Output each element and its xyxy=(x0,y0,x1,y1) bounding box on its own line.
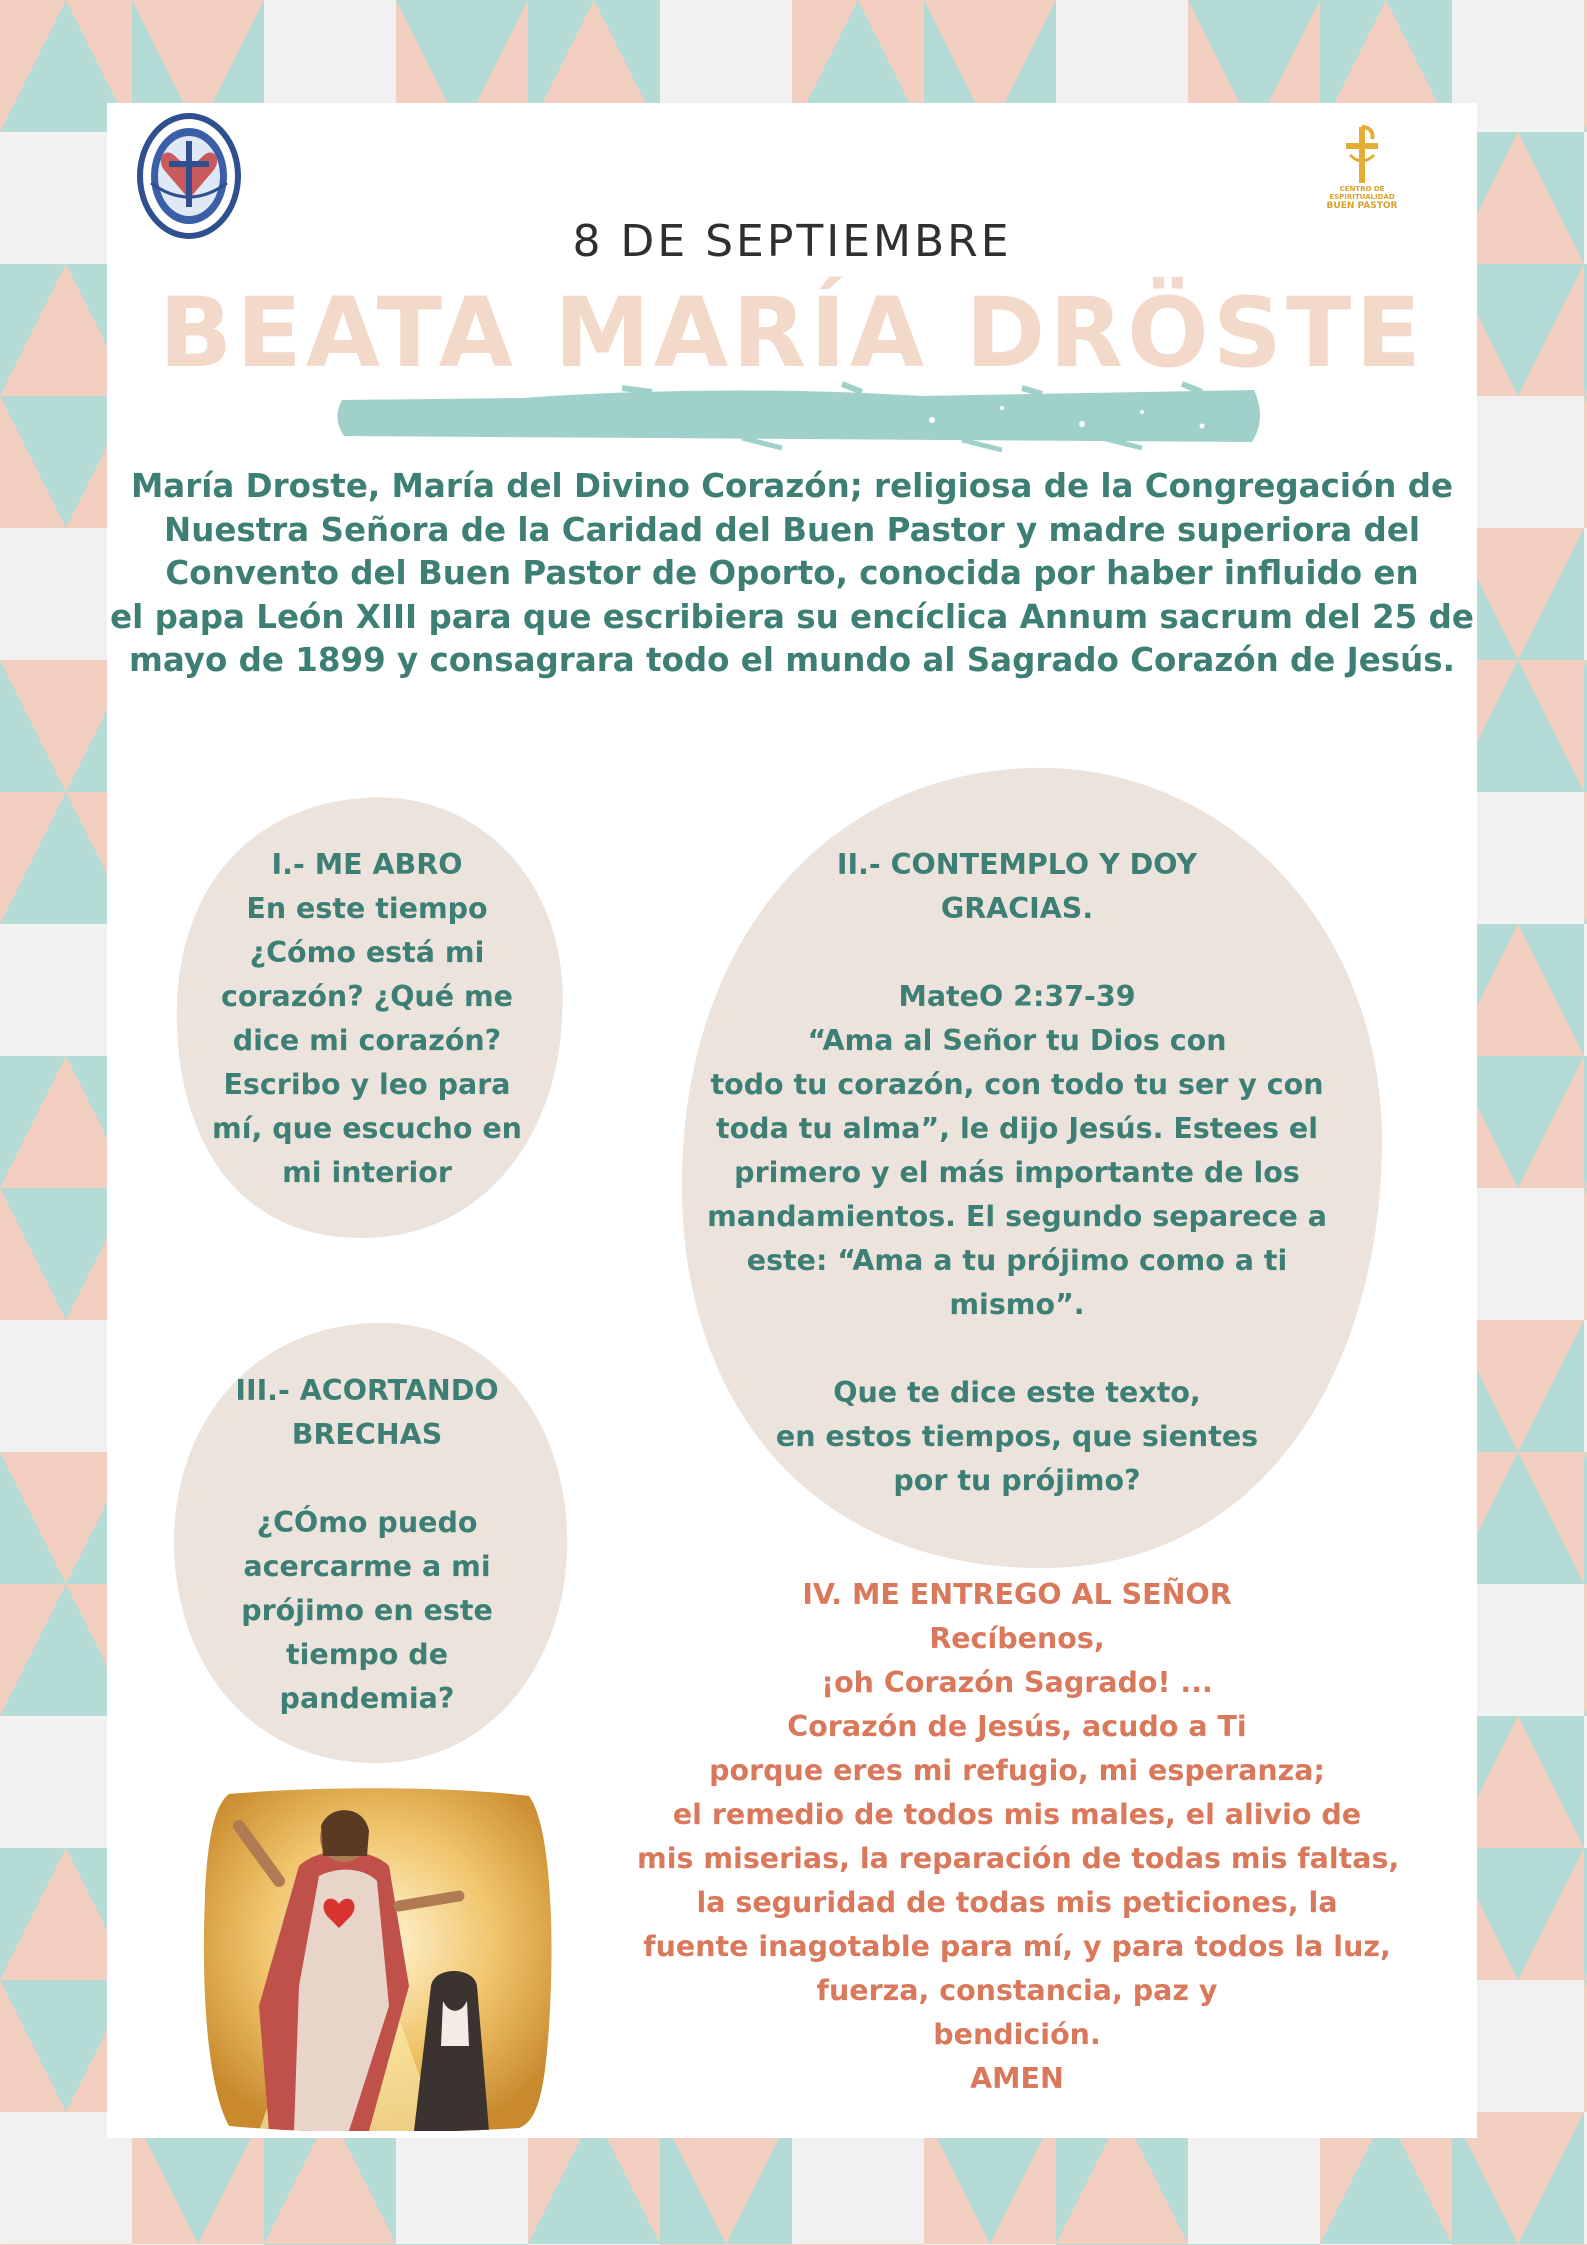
section4-heading: IV. ME ENTREGO AL SEÑOR xyxy=(802,1578,1232,1611)
prayer-line: mis miserias, la reparación de todas mis faltas, xyxy=(637,1842,1400,1875)
section1-line: Escribo y leo para xyxy=(223,1068,511,1101)
intro-line: María Droste, María del Divino Corazón; religiosa de la Congregación de xyxy=(130,467,1454,505)
section1-heading: I.- ME ABRO xyxy=(271,848,463,881)
intro-line: el papa León XIII para que escribiera su encíclica Annum sacrum del 25 de xyxy=(110,597,1474,636)
section2-heading: II.- CONTEMPLO Y DOY xyxy=(836,848,1198,881)
section1-line: En este tiempo xyxy=(246,892,488,925)
intro-line: Convento del Buen Pastor de Oporto, conocida por haber influido en xyxy=(165,554,1419,592)
intro-line: Nuestra Señora de la Caridad del Buen Pastor y madre superiora del xyxy=(164,510,1420,549)
prayer-line: el remedio de todos mis males, el alivio de xyxy=(672,1798,1362,1831)
scripture-reference: MateO 2:37-39 xyxy=(898,980,1136,1013)
prayer-line: fuerza, constancia, paz y xyxy=(816,1974,1218,2007)
section1-line: corazón? ¿Qué me xyxy=(221,980,513,1013)
section1-line: mi interior xyxy=(282,1156,452,1189)
section1-line: mí, que escucho en xyxy=(212,1112,522,1145)
section3-heading: III.- ACORTANDO xyxy=(235,1374,499,1407)
prayer-line: Corazón de Jesús, acudo a Ti xyxy=(787,1710,1247,1743)
section2-heading: GRACIAS. xyxy=(940,892,1094,925)
section-contemplo xyxy=(702,843,1332,1503)
prayer-line: Recíbenos, xyxy=(929,1622,1105,1655)
section3-line: ¿CÓmo puedo xyxy=(256,1506,478,1539)
section3-line: pandemia? xyxy=(279,1682,455,1715)
scripture-line: “Ama al Señor tu Dios con xyxy=(807,1024,1227,1057)
section3-heading: BRECHAS xyxy=(291,1418,443,1451)
section3-line: prójimo en este xyxy=(241,1594,493,1627)
cross-icon xyxy=(1336,123,1388,185)
prayer-line: bendición. xyxy=(933,2018,1101,2051)
feast-date: 8 DE SEPTIEMBRE xyxy=(572,216,1012,267)
section-me-entrego xyxy=(637,1573,1400,2101)
biography-intro xyxy=(107,465,1477,683)
logo-line-1: CENTRO DE xyxy=(1339,185,1385,193)
logo-line-2: ESPIRITUALIDAD xyxy=(1329,193,1395,201)
section1-line: ¿Cómo está mi xyxy=(249,936,485,969)
intro-line: mayo de 1899 y consagrara todo el mundo al Sagrado Corazón de Jesús. xyxy=(129,641,1455,679)
page-title: BEATA MARÍA DRÖSTE xyxy=(159,277,1425,389)
brush-stroke-divider xyxy=(322,378,1272,458)
prayer-line: la seguridad de todas mis peticiones, la xyxy=(696,1886,1338,1919)
section3-line: tiempo de xyxy=(285,1638,449,1671)
scripture-line: primero y el más importante de los xyxy=(734,1156,1300,1189)
content-sheet xyxy=(107,103,1477,2138)
sacred-heart-painting xyxy=(199,1786,557,2131)
scripture-line: este: “Ama a tu prójimo como a ti xyxy=(746,1244,1288,1277)
section-me-abro xyxy=(202,843,532,1195)
reflection-line: por tu prójimo? xyxy=(893,1464,1141,1497)
prayer-line: porque eres mi refugio, mi esperanza; xyxy=(709,1754,1325,1787)
prayer-amen: AMEN xyxy=(970,2062,1064,2095)
prayer-line: ¡oh Corazón Sagrado! ... xyxy=(821,1666,1213,1699)
reflection-line: Que te dice este texto, xyxy=(833,1376,1201,1409)
scripture-line: mandamientos. El segundo separece a xyxy=(707,1200,1327,1233)
section1-line: dice mi corazón? xyxy=(232,1024,502,1057)
logo-line-3: BUEN PASTOR xyxy=(1326,201,1398,211)
reflection-line: en estos tiempos, que sientes xyxy=(775,1420,1259,1453)
scripture-line: todo tu corazón, con todo tu ser y con xyxy=(710,1068,1324,1101)
scripture-line: toda tu alma”, le dijo Jesús. Estees el xyxy=(715,1112,1319,1145)
section-acortando-brechas xyxy=(202,1369,532,1721)
section3-line: acercarme a mi xyxy=(243,1550,491,1583)
scripture-line: mismo”. xyxy=(949,1288,1085,1321)
prayer-line: fuente inagotable para mí, y para todos la luz, xyxy=(643,1930,1391,1963)
